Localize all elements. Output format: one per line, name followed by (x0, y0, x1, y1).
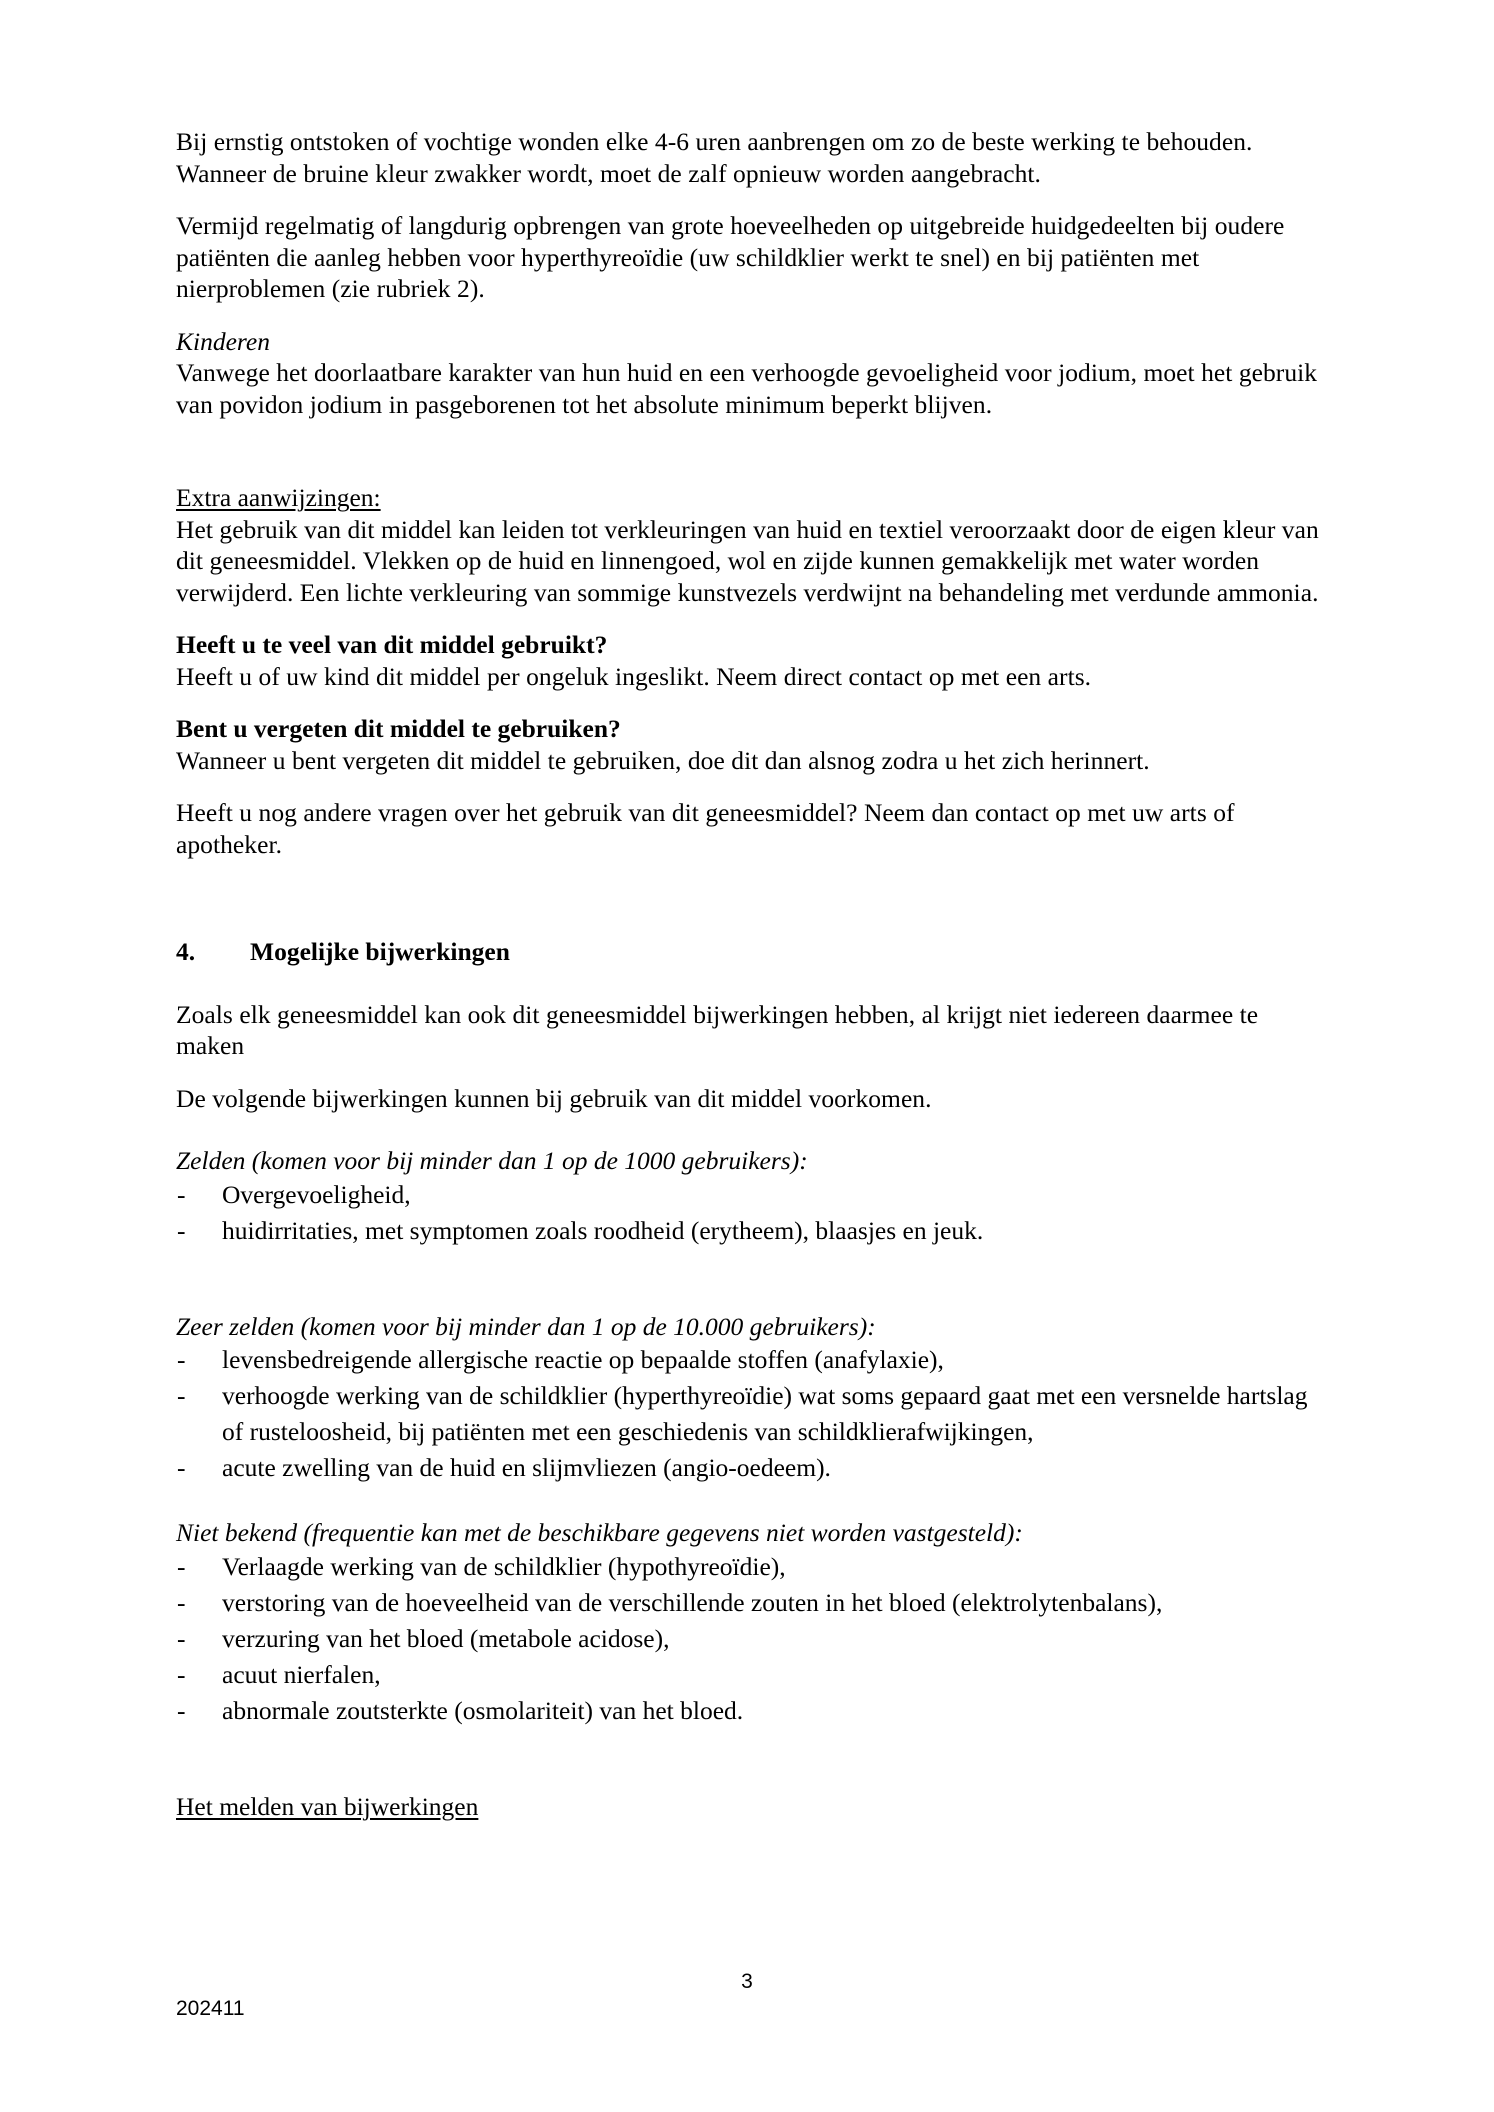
heading-overdose: Heeft u te veel van dit middel gebruikt? (176, 630, 608, 659)
spacer (176, 1114, 1322, 1145)
list-item-text: Verlaagde werking van de schildklier (hypothyreoïdie), (222, 1551, 786, 1581)
list-item-text: acuut nierfalen, (222, 1659, 381, 1689)
spacer (176, 1249, 1322, 1311)
paragraph-missed-dose: Wanneer u bent vergeten dit middel te gebruiken, doe dit dan alsnog zodra u het zich herinnert. (176, 745, 1150, 775)
bullet-dash: - (177, 1381, 186, 1410)
list-item (176, 1585, 1322, 1621)
spacer (176, 608, 1322, 629)
spacer (176, 860, 1322, 936)
heading-frequency-zeer-zelden: Zeer zelden (komen voor bij minder dan 1 op de 10.000 gebruikers): (176, 1311, 876, 1341)
list-item (176, 1450, 1322, 1486)
list-item-text: levensbedreigende allergische reactie op bepaalde stoffen (anafylaxie), (222, 1345, 944, 1374)
list-item (176, 1213, 1322, 1249)
list-frequency-zelden (176, 1177, 1322, 1249)
bullet-dash: - (177, 1215, 186, 1245)
spacer (176, 1486, 1322, 1517)
paragraph-overdose: Heeft u of uw kind dit middel per ongeluk ingeslikt. Neem direct contact op met een arts. (176, 661, 1092, 691)
heading-frequency-zelden: Zelden (komen voor bij minder dan 1 op de 1000 gebruikers): (176, 1146, 808, 1175)
paragraph-further-questions: Heeft u nog andere vragen over het gebruik van dit geneesmiddel? Neem dan contact op met uw arts of apotheker. (176, 798, 1235, 859)
footer-document-code: 202411 (176, 1997, 245, 2020)
list-item-text: Overgevoeligheid, (222, 1179, 411, 1209)
paragraph-kinderen: Vanwege het doorlaatbare karakter van hun huid en een verhoogde gevoeligheid voor jodium, moet het gebruik van povidon jodium in pasgeborenen tot het absolute minimum beperkt blijven. (176, 358, 1318, 419)
list-item (176, 1378, 1322, 1450)
page-content (176, 126, 1322, 1822)
list-item-text: abnormale zoutsterkte (osmolariteit) van het bloed. (222, 1695, 744, 1725)
list-item (176, 1693, 1322, 1729)
bullet-dash: - (177, 1623, 186, 1653)
paragraph-wound-application: Bij ernstig ontstoken of vochtige wonden elke 4-6 uren aanbrengen om zo de beste werking te behouden. Wanneer de bruine kleur zwakker wordt, moet de zalf opnieuw worden aangebracht. (176, 127, 1253, 188)
spacer (176, 692, 1322, 713)
heading-reporting-side-effects-text: Het melden van bijwerkingen (176, 1791, 479, 1821)
heading-extra-aanwijzingen (176, 482, 1322, 514)
list-item-text: acute zwelling van de huid en slijmvliezen (angio-oedeem). (222, 1453, 831, 1482)
heading-extra-aanwijzingen-text: Extra aanwijzingen: (176, 483, 381, 512)
paragraph-avoid-prolonged-use: Vermijd regelmatig of langdurig opbrengen van grote hoeveelheden op uitgebreide huidgedeelten bij oudere patiënten die aanleg hebben voor hyperthyreoïdie (uw schildklier werkt te snel) en bij patiënten met nierproblemen (zie rubriek 2). (176, 211, 1285, 303)
list-item (176, 1342, 1322, 1378)
list-item-text: verhoogde werking van de schildklier (hyperthyreoïdie) wat soms gepaard gaat met een versnelde hartslag of rusteloosheid, bij patiënten met een geschiedenis van schildklierafwijkingen, (222, 1381, 1308, 1446)
bullet-dash: - (177, 1179, 186, 1209)
list-frequency-zeer-zelden (176, 1342, 1322, 1486)
spacer (176, 189, 1322, 210)
bullet-dash: - (177, 1587, 186, 1617)
page-number: 3 (741, 1970, 753, 1993)
heading-reporting-side-effects (176, 1791, 1322, 1823)
bullet-dash: - (177, 1345, 186, 1374)
paragraph-side-effects-intro-2: De volgende bijwerkingen kunnen bij gebruik van dit middel voorkomen. (176, 1083, 932, 1113)
spacer (176, 305, 1322, 326)
heading-missed-dose: Bent u vergeten dit middel te gebruiken? (176, 714, 621, 743)
section-heading-4 (176, 936, 1322, 968)
bullet-dash: - (177, 1453, 186, 1482)
paragraph-extra-aanwijzingen: Het gebruik van dit middel kan leiden tot verkleuringen van huid en textiel veroorzaakt door de eigen kleur van dit geneesmiddel. Vlekken op de huid en linnengoed, wol en zijde kunnen gemakkelijk met water worden verwijderd. Een lichte verkleuring van sommige kunstvezels verdwijnt na behandeling met verdunde ammonia. (176, 514, 1319, 607)
heading-frequency-niet-bekend: Niet bekend (frequentie kan met de beschikbare gegevens niet worden vastgesteld): (176, 1518, 1023, 1547)
section-title: Mogelijke bijwerkingen (250, 937, 510, 966)
spacer (176, 1729, 1322, 1791)
spacer (176, 776, 1322, 797)
list-item-text: huidirritaties, met symptomen zoals roodheid (erytheem), blaasjes en jeuk. (222, 1215, 984, 1245)
bullet-dash: - (177, 1551, 186, 1581)
spacer (176, 968, 1322, 999)
list-item-text: verzuring van het bloed (metabole acidose), (222, 1623, 670, 1653)
spacer (176, 1062, 1322, 1083)
spacer (176, 420, 1322, 482)
heading-kinderen: Kinderen (176, 326, 270, 356)
list-item (176, 1621, 1322, 1657)
list-item (176, 1549, 1322, 1585)
section-number: 4. (176, 937, 196, 966)
list-item (176, 1177, 1322, 1213)
bullet-dash: - (177, 1695, 186, 1725)
list-frequency-niet-bekend (176, 1549, 1322, 1729)
bullet-dash: - (177, 1659, 186, 1689)
list-item (176, 1657, 1322, 1693)
paragraph-side-effects-intro-1: Zoals elk geneesmiddel kan ook dit geneesmiddel bijwerkingen hebben, al krijgt niet iedereen daarmee te maken (176, 999, 1259, 1060)
list-item-text: verstoring van de hoeveelheid van de verschillende zouten in het bloed (elektrolytenbalans), (222, 1587, 1163, 1617)
